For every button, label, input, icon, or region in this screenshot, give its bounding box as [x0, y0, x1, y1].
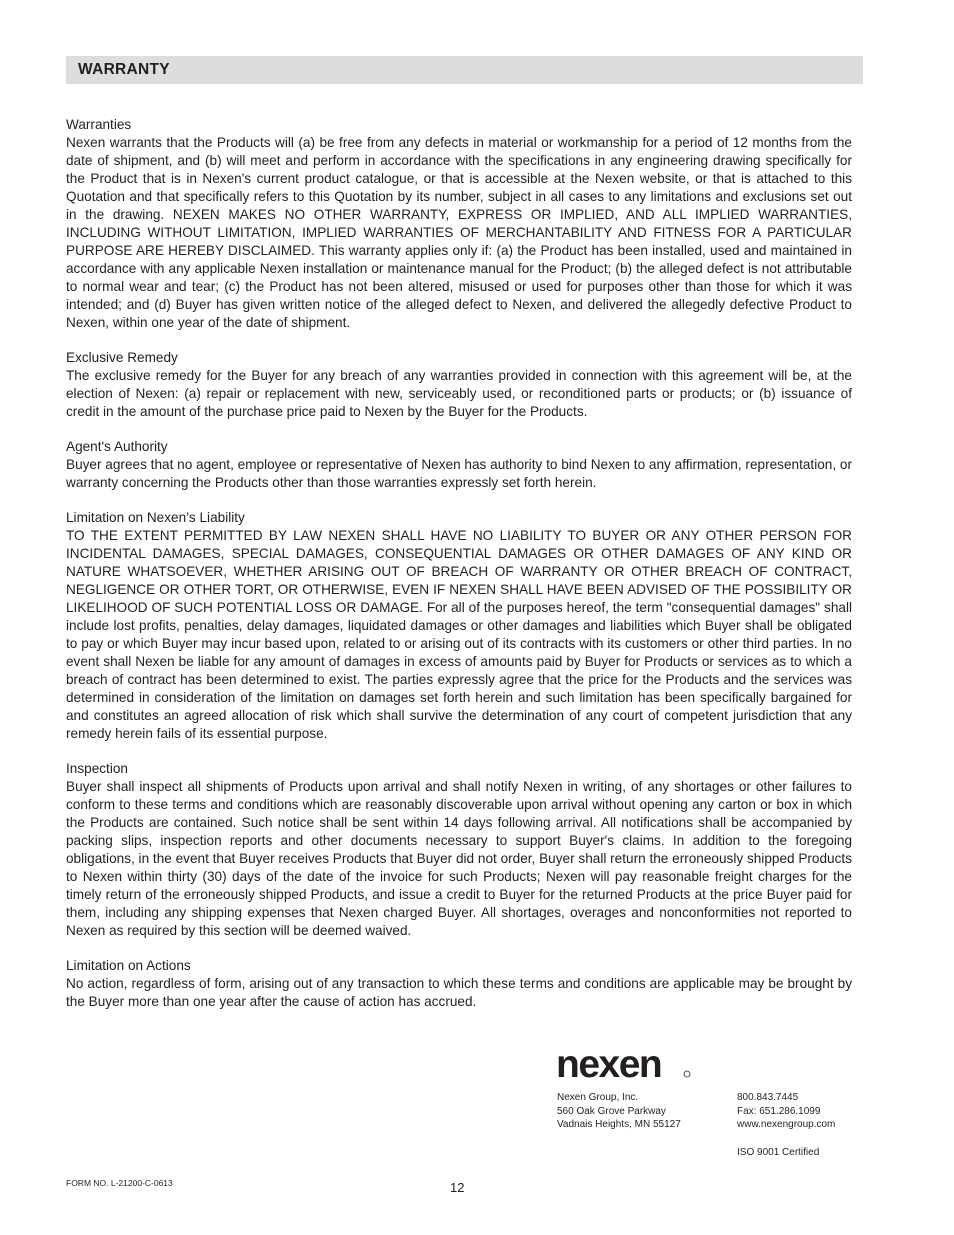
section-text: The exclusive remedy for the Buyer for any breach of any warranties provided in connection with this agreement will be, at the election of Nexen: (a) repair or replacement with new, serviceably used, or reconditioned parts or products; or (b) issuance of credit in the amount of the purchase price paid to Nexen by the Buyer for the Products.: [66, 368, 852, 419]
section-heading: Limitation on Actions: [66, 958, 191, 973]
form-number: FORM NO. L-21200-C-0613: [66, 1178, 173, 1188]
website: www.nexengroup.com: [737, 1119, 836, 1131]
page-number: 12: [450, 1180, 465, 1195]
section-title: WARRANTY: [78, 61, 170, 78]
phone-number: 800.843.7445: [737, 1092, 799, 1103]
section-limitation-actions: [66, 957, 852, 1011]
section-agents-authority: [66, 438, 852, 492]
section-warranties: [66, 116, 852, 332]
section-heading: Inspection: [66, 761, 128, 776]
section-text: Nexen warrants that the Products will (a) be free from any defects in material or workmanship for a period of 12 months from the date of shipment, and (b) will meet and perform in accordance with the specifications in any engineering drawing specifically for the Product that is in Nexen's current product catalogue, or that is accessible at the Nexen website, or that is attached to this Quotation and that specifically refers to this Quotation by its number, subject in all cases to any limitations and exclusions set out in the drawing. NEXEN MAKES NO OTHER WARRANTY, EXPRESS OR IMPLIED, AND ALL IMPLIED WARRANTIES, INCLUDING WITHOUT LIMITATION, IMPLIED WARRANTIES OF MERCHANTABILITY AND FITNESS FOR A PARTICULAR PURPOSE ARE HEREBY DISCLAIMED. This warranty applies only if: (a) the Product has been installed, used and maintained in accordance with any applicable Nexen installation or maintenance manual for the Product; (b) the alleged defect is not attributable to normal wear and tear; (c) the Product has not been altered, misused or used for purposes other than those for which it was intended; and (d) Buyer has given written notice of the alleged defect to Nexen, and delivered the allegedly defective Product to Nexen, within one year of the date of shipment.: [66, 135, 852, 330]
nexen-logo: [556, 1045, 696, 1085]
section-heading: Warranties: [66, 117, 132, 132]
section-heading: Exclusive Remedy: [66, 350, 178, 365]
section-text: No action, regardless of form, arising out of any transaction to which these terms and conditions are applicable may be brought by the Buyer more than one year after the cause of action has accrued.: [66, 976, 852, 1009]
logo-text: nexen: [556, 1045, 662, 1085]
address-line: Nexen Group, Inc.: [557, 1092, 639, 1103]
section-limitation-liability: [66, 509, 852, 743]
section-header-bar: [66, 56, 863, 84]
fax-number: Fax: 651.286.1099: [737, 1105, 821, 1117]
address-line: Vadnais Heights, MN 55127: [557, 1119, 681, 1131]
document-body: [66, 116, 852, 1028]
company-contact: [737, 1091, 835, 1132]
section-text: TO THE EXTENT PERMITTED BY LAW NEXEN SHALL HAVE NO LIABILITY TO BUYER OR ANY OTHER PERSON FOR INCIDENTAL DAMAGES, SPECIAL DAMAGES, CONSEQUENTIAL DAMAGES OR OTHER DAMAGES OF ANY KIND OR NATURE WHATSOEVER, WHETHER ARISING OUT OF BREACH OF WARRANTY OR OTHER BREACH OF CONTRACT, NEGLIGENCE OR OTHER TORT, OR OTHERWISE, EVEN IF NEXEN SHALL HAVE BEEN ADVISED OF THE POSSIBILITY OR LIKELIHOOD OF SUCH POTENTIAL LOSS OR DAMAGE. For all of the purposes hereof, the term "consequential damages" shall include lost profits, penalties, delay damages, liquidated damages or other damages and liabilities which Buyer shall be obligated to pay or which Buyer may incur based upon, related to or arising out of its contracts with its customers or other third parties. In no event shall Nexen be liable for any amount of damages in excess of amounts paid by Buyer for Products or services as to which a breach of contract has been determined to exist. The parties expressly agree that the price for the Products and the services was determined in consideration of the limitation on damages set forth herein and such limitation has been specifically bargained for and constitutes an agreed allocation of risk which shall survive the determination of any court of competent jurisdiction that any remedy herein fails of its essential purpose.: [66, 528, 852, 741]
address-line: 560 Oak Grove Parkway: [557, 1105, 666, 1117]
section-heading: Agent's Authority: [66, 439, 168, 454]
section-text: Buyer agrees that no agent, employee or representative of Nexen has authority to bind Nexen to any affirmation, representation, or warranty concerning the Products other than those warranties expressly set forth herein.: [66, 457, 852, 490]
section-inspection: [66, 760, 852, 940]
nexen-logo-icon: [556, 1045, 696, 1085]
company-address: [557, 1091, 681, 1132]
section-text: Buyer shall inspect all shipments of Products upon arrival and shall notify Nexen in writing, of any shortages or other failures to conform to these terms and conditions which are reasonably discoverable upon arrival without opening any carton or box in which the Products are contained. Such notice shall be sent within 14 days following arrival. All notifications shall be accompanied by packing slips, inspection reports and other documents necessary to support Buyer's claims. In addition to the foregoing obligations, in the event that Buyer receives Products that Buyer did not order, Buyer shall return the erroneously shipped Products to Nexen within thirty (30) days of the date of the invoice for such Products; Nexen will pay reasonable freight charges for the timely return of the erroneously shipped Products, and issue a credit to Buyer for the returned Products at the price Buyer paid for them, including any shipping expenses that Nexen charged Buyer. All shortages, overages and nonconformities not reported to Nexen as required by this section will be deemed waived.: [66, 779, 852, 938]
section-exclusive-remedy: [66, 349, 852, 421]
iso-certification: ISO 9001 Certified: [737, 1147, 820, 1158]
section-heading: Limitation on Nexen’s Liability: [66, 510, 245, 525]
